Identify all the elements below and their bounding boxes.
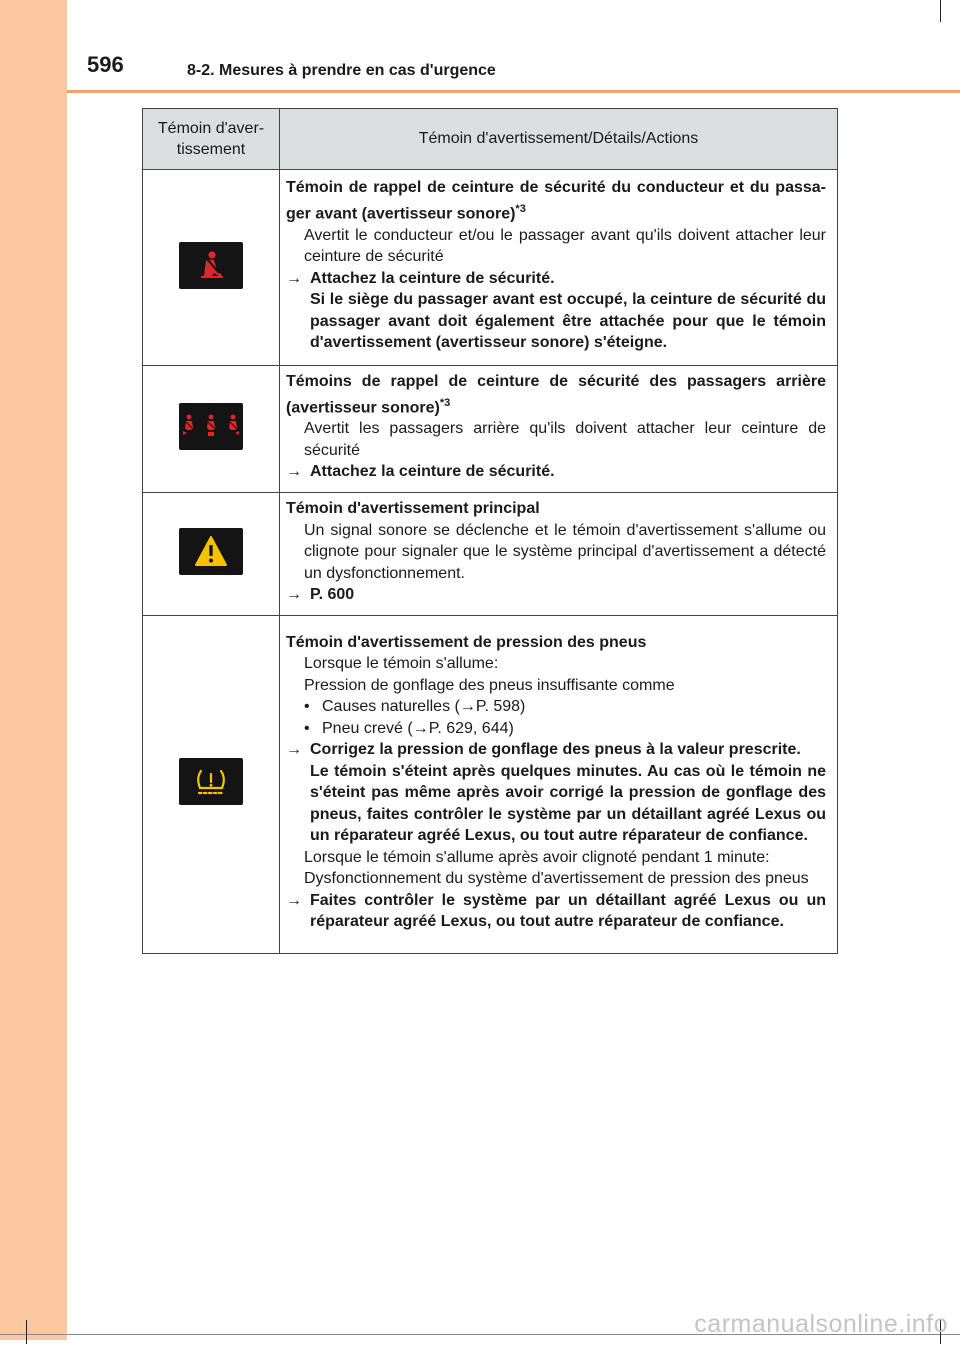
icon-cell [143, 615, 280, 953]
light-title: Témoins de rappel de ceinture de sécurité des passagers arrière (avertisseur sonore)$^{*3}$ [286, 373, 826, 416]
column-header-light: Témoin d'aver- tissement [143, 109, 280, 170]
light-title: Témoin de rappel de ceinture de sécurité du conducteur et du passa- ger avant (avertisseur sonore)$^{*3}$ [286, 179, 826, 223]
crop-mark [940, 0, 941, 22]
list-item: • Causes naturelles (→P. 598) [286, 696, 826, 718]
table-row [143, 170, 838, 366]
details-cell [280, 170, 838, 366]
arrow-icon: → [286, 891, 302, 909]
arrow-icon: → [286, 269, 302, 287]
table-row [143, 492, 838, 615]
watermark: carmanualsonline.info [694, 1310, 948, 1338]
warning-lights-table [142, 108, 838, 954]
footnote-ref: *3 [439, 396, 451, 409]
details-cell [280, 615, 838, 953]
arrow-icon: → [286, 463, 302, 481]
icon-cell [143, 366, 280, 493]
seatbelt-rear-passengers-icon [179, 403, 243, 450]
cause-text: Pression de gonflage des pneus insuffisante comme [304, 676, 675, 694]
table-row [143, 366, 838, 493]
tire-pressure-warning-icon [179, 758, 243, 805]
cause-text: Dysfonctionnement du système d'avertissement de pression des pneus [304, 870, 809, 888]
list-item: • Pneu crevé (→P. 629, 644) [286, 718, 826, 740]
light-title: Témoin d'avertissement de pression des pneus [286, 633, 647, 651]
table-header-row [143, 109, 838, 170]
condition-text: Lorsque le témoin s'allume: [304, 655, 499, 673]
chapter-side-strip [0, 0, 67, 1340]
arrow-icon: → [286, 586, 302, 604]
condition-text: Lorsque le témoin s'allume après avoir clignoté pendant 1 minute: [304, 848, 770, 866]
bullet-icon: • [304, 719, 310, 737]
action-text: → Faites contrôler le système par un détaillant agréé Lexus ou un réparateur agréé Lexus, ou tout autre réparateur de confiance. [286, 890, 826, 933]
light-description: Avertit les passagers arrière qu'ils doivent attacher leur ceinture de sécurité [304, 420, 826, 459]
details-cell [280, 366, 838, 493]
page-number: 596 [87, 52, 124, 77]
crop-mark [26, 1320, 27, 1344]
bullet-icon: • [304, 698, 310, 716]
table-row [143, 615, 838, 953]
column-header-details: Témoin d'avertissement/Détails/Actions [280, 109, 838, 170]
master-warning-icon [179, 528, 243, 575]
section-title: 8-2. Mesures à prendre en cas d'urgence [187, 62, 496, 79]
action-note: Si le siège du passager avant est occupé, la ceinture de sécurité du passager avant doit également être attachée pour que le témoin d'avertissement (avertisseur sonore) s'éteigne. [310, 291, 826, 352]
footnote-ref: *3 [515, 202, 526, 215]
details-cell [280, 492, 838, 615]
action-note: Le témoin s'éteint après quelques minutes. Au cas où le témoin ne s'éteint pas même après avoir corrigé la pression de gonflage des pneus, faites contrôler le système par un détaillant agréé Lexus ou un réparateur agréé Lexus, ou tout autre réparateur de confiance. [310, 762, 826, 845]
arrow-icon: → [286, 741, 302, 759]
page-header [67, 0, 960, 94]
page-reference: → P. 600 [286, 584, 826, 606]
header-rule [67, 90, 960, 93]
icon-cell [143, 170, 280, 366]
light-description: Un signal sonore se déclenche et le témoin d'avertissement s'allume ou clignote pour signaler que le système principal d'avertissement a détecté un dysfonctionnement. [304, 521, 826, 582]
action-text: → Attachez la ceinture de sécurité. [286, 268, 826, 290]
action-text: → Attachez la ceinture de sécurité. [286, 461, 826, 483]
light-title: Témoin d'avertissement principal [286, 500, 540, 518]
action-text: → Corrigez la pression de gonflage des pneus à la valeur prescrite. [286, 739, 826, 761]
light-description: Avertit le conducteur et/ou le passager avant qu'ils doivent attacher leur ceinture de sécurité [304, 226, 826, 266]
seatbelt-driver-passenger-icon [179, 242, 243, 289]
icon-cell [143, 492, 280, 615]
